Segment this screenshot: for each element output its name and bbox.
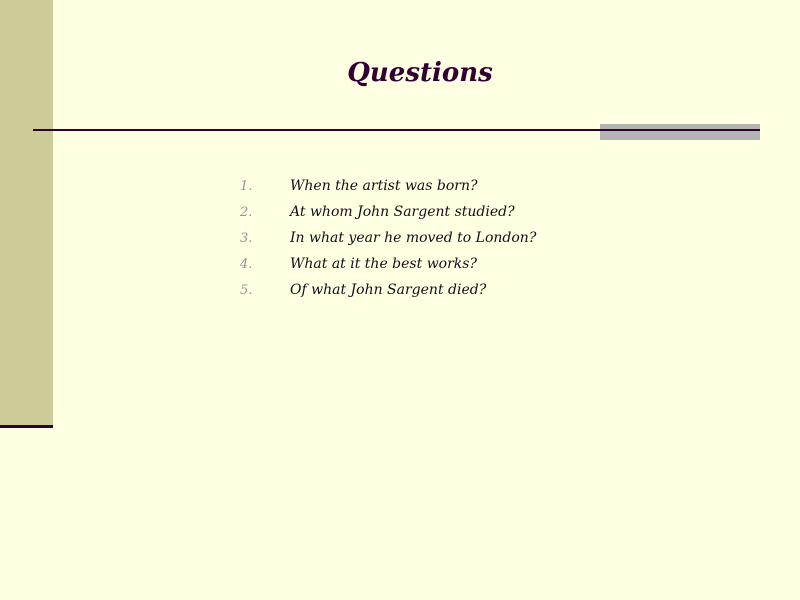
question-number: 5. bbox=[240, 283, 253, 298]
question-text: What at it the best works? bbox=[290, 256, 477, 272]
title-divider-line bbox=[33, 129, 600, 131]
question-item bbox=[240, 178, 536, 204]
question-item bbox=[240, 204, 536, 230]
question-text: Of what John Sargent died? bbox=[290, 282, 487, 298]
title-divider-block bbox=[600, 124, 760, 140]
question-text: When the artist was born? bbox=[290, 178, 478, 194]
question-number: 1. bbox=[240, 179, 253, 194]
question-item bbox=[240, 230, 536, 256]
question-number: 3. bbox=[240, 231, 253, 246]
question-text: In what year he moved to London? bbox=[290, 230, 537, 246]
question-number: 4. bbox=[240, 257, 253, 272]
question-item bbox=[240, 256, 536, 282]
title-divider-block-line bbox=[600, 129, 760, 131]
slide-title: Questions bbox=[347, 58, 493, 88]
question-number: 2. bbox=[240, 205, 253, 220]
question-list bbox=[240, 178, 536, 308]
question-item bbox=[240, 282, 536, 308]
left-accent-underline bbox=[0, 425, 53, 428]
question-text: At whom John Sargent studied? bbox=[290, 204, 515, 220]
